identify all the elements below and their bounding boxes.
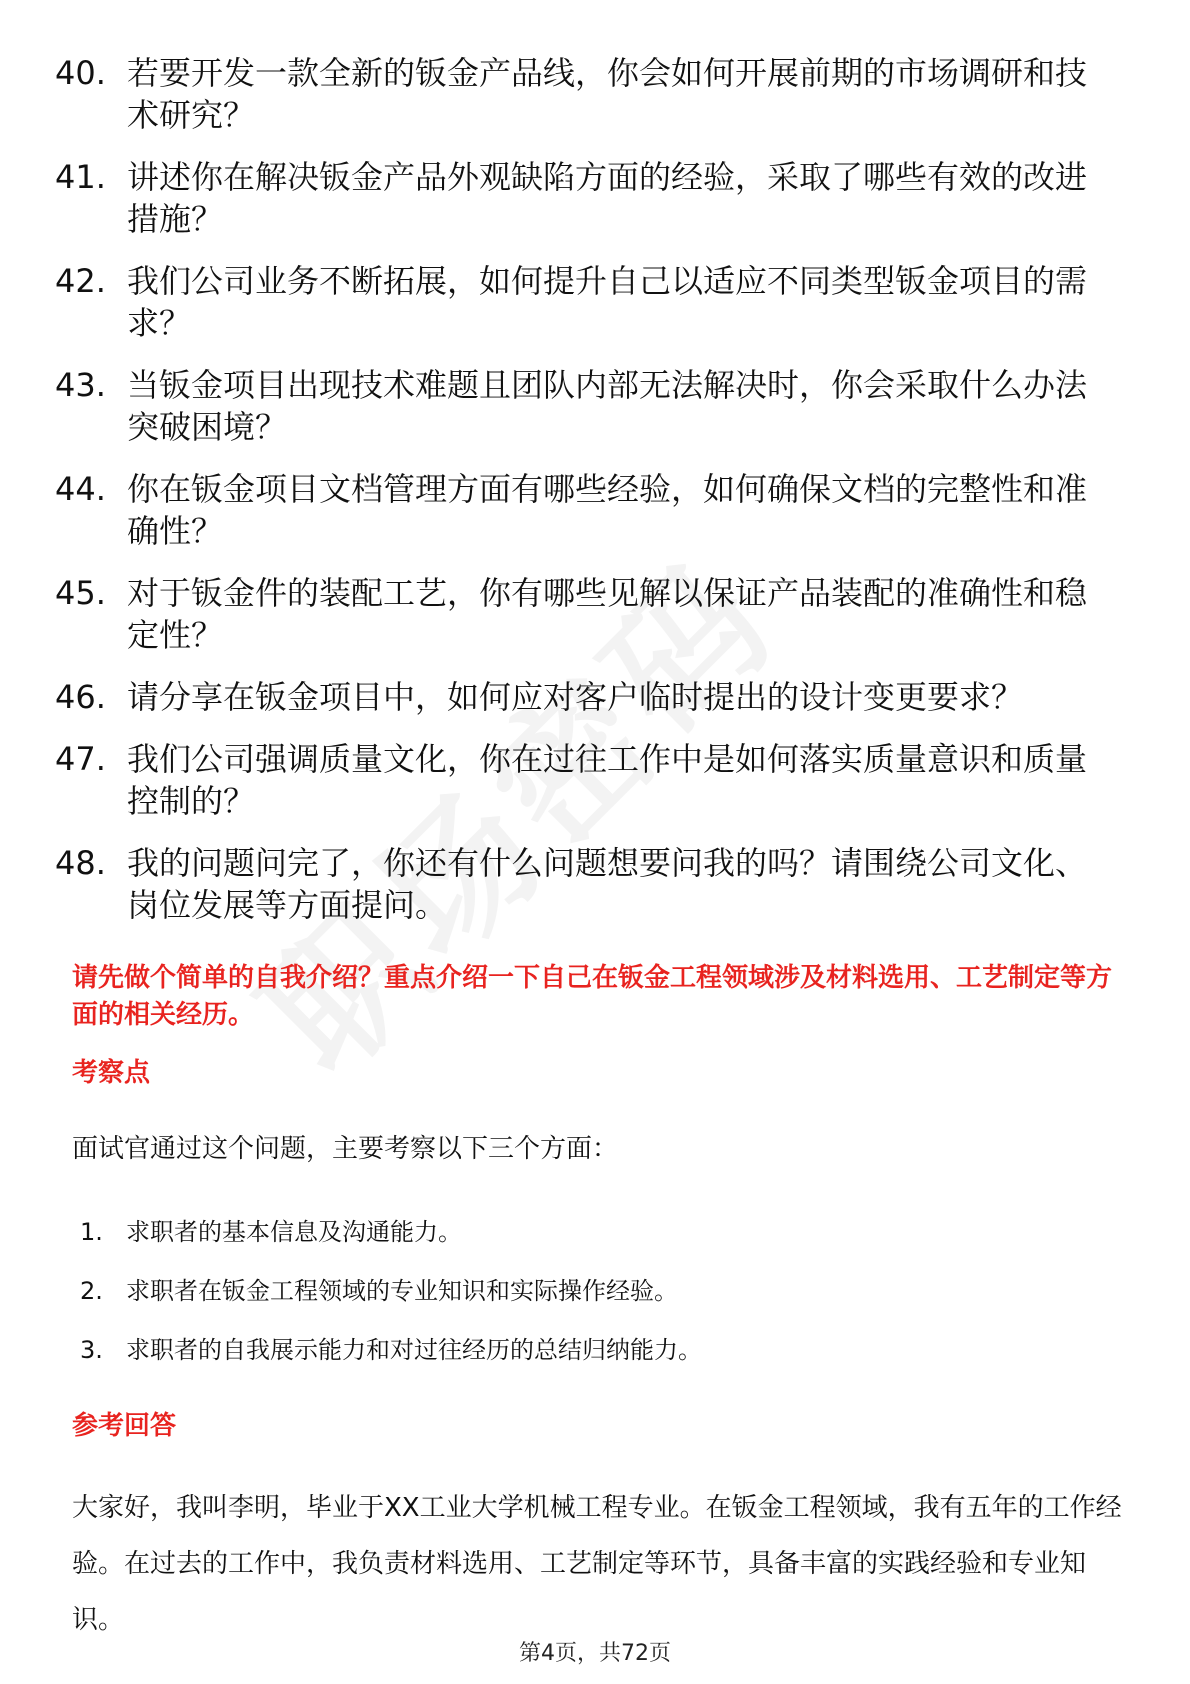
list-item bbox=[80, 1215, 1120, 1249]
question-text: 若要开发一款全新的钣金产品线，你会如何开展前期的市场调研和技术研究？ bbox=[127, 54, 1088, 134]
question-number: 43. bbox=[55, 366, 106, 404]
question-text: 讲述你在解决钣金产品外观缺陷方面的经验，采取了哪些有效的改进措施？ bbox=[127, 158, 1088, 238]
highlight-question: 请先做个简单的自我介绍？重点介绍一下自己在钣金工程领域涉及材料选用、工艺制定等方面的相关经历。 bbox=[72, 963, 1113, 1030]
question-item bbox=[55, 738, 1115, 822]
reference-title: 参考回答 bbox=[72, 1411, 177, 1441]
question-text: 我的问题问完了，你还有什么问题想要问我的吗？请围绕公司文化、岗位发展等方面提问。 bbox=[127, 844, 1088, 924]
list-item bbox=[80, 1274, 1120, 1308]
list-item-number: 3. bbox=[80, 1336, 103, 1364]
question-text: 对于钣金件的装配工艺，你有哪些见解以保证产品装配的准确性和稳定性？ bbox=[127, 574, 1088, 654]
list-item-number: 1. bbox=[80, 1218, 103, 1246]
question-list bbox=[55, 52, 1115, 946]
question-number: 47. bbox=[55, 740, 106, 778]
reference-answer: 大家好，我叫李明，毕业于XX工业大学机械工程专业。在钣金工程领域，我有五年的工作经验。在过去的工作中，我负责材料选用、工艺制定等环节，具备丰富的实践经验和专业知识。 bbox=[72, 1493, 1122, 1635]
focus-intro: 面试官通过这个问题，主要考察以下三个方面： bbox=[72, 1134, 619, 1164]
question-text: 我们公司业务不断拓展，如何提升自己以适应不同类型钣金项目的需求？ bbox=[127, 262, 1088, 342]
page-footer: 第4页，共72页 bbox=[519, 1641, 671, 1666]
question-number: 44. bbox=[55, 470, 106, 508]
question-item bbox=[55, 676, 1115, 718]
question-number: 41. bbox=[55, 158, 106, 196]
list-item-text: 求职者在钣金工程领域的专业知识和实际操作经验。 bbox=[126, 1277, 678, 1305]
question-text: 我们公司强调质量文化，你在过往工作中是如何落实质量意识和质量控制的？ bbox=[127, 740, 1088, 820]
focus-list bbox=[80, 1215, 1120, 1392]
question-item bbox=[55, 156, 1115, 240]
list-item-number: 2. bbox=[80, 1277, 103, 1305]
question-item bbox=[55, 52, 1115, 136]
question-text: 请分享在钣金项目中，如何应对客户临时提出的设计变更要求？ bbox=[127, 678, 1024, 716]
question-item bbox=[55, 260, 1115, 344]
question-number: 40. bbox=[55, 54, 106, 92]
question-item bbox=[55, 364, 1115, 448]
question-item bbox=[55, 572, 1115, 656]
question-number: 45. bbox=[55, 574, 106, 612]
question-item bbox=[55, 842, 1115, 926]
list-item bbox=[80, 1333, 1120, 1367]
question-text: 你在钣金项目文档管理方面有哪些经验，如何确保文档的完整性和准确性？ bbox=[127, 470, 1088, 550]
list-item-text: 求职者的自我展示能力和对过往经历的总结归纳能力。 bbox=[126, 1336, 702, 1364]
list-item-text: 求职者的基本信息及沟通能力。 bbox=[126, 1218, 462, 1246]
question-number: 46. bbox=[55, 678, 106, 716]
focus-title: 考察点 bbox=[72, 1058, 151, 1088]
question-item bbox=[55, 468, 1115, 552]
question-number: 42. bbox=[55, 262, 106, 300]
question-text: 当钣金项目出现技术难题且团队内部无法解决时，你会采取什么办法突破困境？ bbox=[127, 366, 1088, 446]
question-number: 48. bbox=[55, 844, 106, 882]
